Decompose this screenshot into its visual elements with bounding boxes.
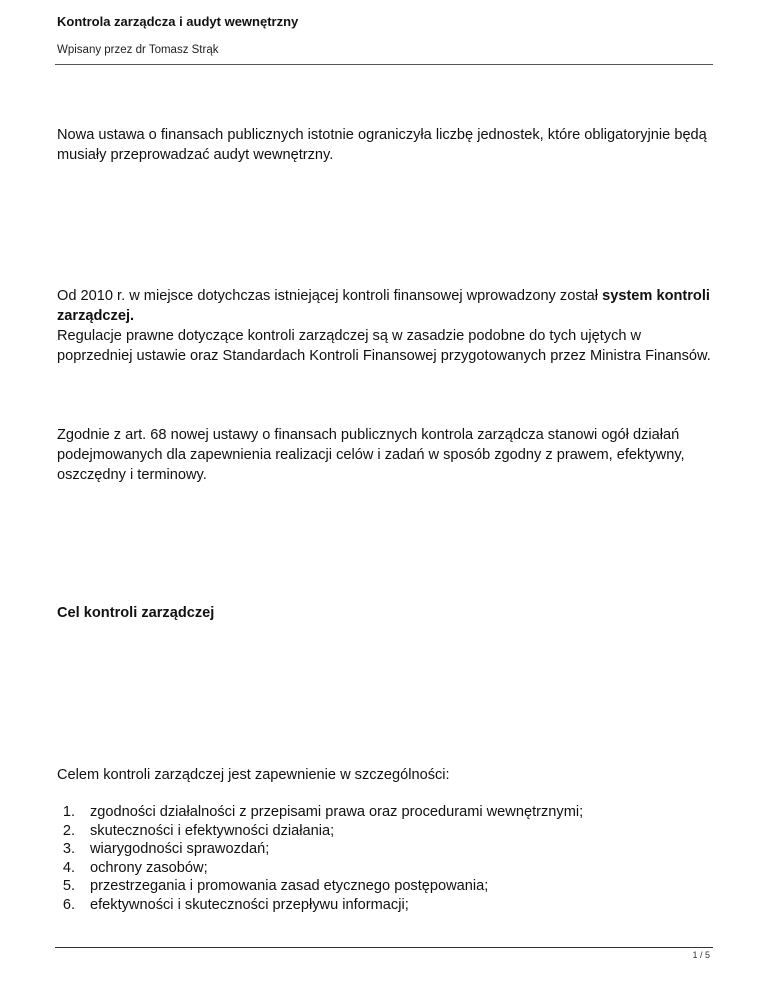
list-item-text: skuteczności i efektywności działania; (90, 822, 335, 839)
list-item-number: 4. (62, 859, 75, 876)
page-number: 1 / 5 (692, 950, 710, 960)
list-item-number: 6. (62, 896, 75, 913)
list-item (57, 803, 583, 822)
paragraph-goals-intro: Celem kontroli zarządczej jest zapewnienie w szczególności: (57, 767, 450, 783)
list-item (57, 840, 583, 859)
list-item (57, 859, 583, 878)
author-line: Wpisany przez dr Tomasz Strąk (57, 44, 219, 56)
list-item-number: 5. (62, 878, 75, 894)
paragraph-system-prefix: Od 2010 r. w miejsce dotychczas istniejącej kontroli finansowej wprowadzony został (57, 288, 603, 304)
header-divider (55, 64, 713, 65)
paragraph-intro: Nowa ustawa o finansach publicznych istotnie ograniczyła liczbę jednostek, które obligatoryjnie będą musiały przeprowadzać audyt wewnętrzny. (57, 127, 707, 163)
list-item (57, 822, 583, 841)
list-item-text: efektywności i skuteczności przepływu informacji; (90, 896, 409, 913)
list-item-number: 1. (62, 804, 75, 820)
paragraph-article-68: Zgodnie z art. 68 nowej ustawy o finansach publicznych kontrola zarządcza stanowi ogół działań podejmowanych dla zapewnienia realizacji celów i zadań w sposób zgodny z prawem, efektywny, oszczędny i terminowy. (57, 427, 685, 483)
footer-divider (55, 947, 713, 948)
list-item-text: zgodności działalności z przepisami prawa oraz procedurami wewnętrznymi; (90, 804, 584, 820)
list-item (57, 896, 583, 915)
section-heading: Cel kontroli zarządczej (57, 605, 215, 621)
paragraph-system-rest: Regulacje prawne dotyczące kontroli zarządczej są w zasadzie podobne do tych ujętych w poprzedniej ustawie oraz Standardach Kontroli Finansowej przygotowanych przez Ministra Finansów. (57, 328, 711, 364)
document-title: Kontrola zarządcza i audyt wewnętrzny (57, 14, 299, 29)
paragraph-system (57, 286, 717, 366)
list-item-text: wiarygodności sprawozdań; (90, 841, 270, 857)
list-item (57, 877, 583, 896)
list-item-text: ochrony zasobów; (90, 859, 208, 876)
paragraph-system-bold: system kontroli zarządczej. (57, 288, 710, 324)
list-item-text: przestrzegania i promowania zasad etycznego postępowania; (90, 878, 489, 894)
list-item-number: 3. (62, 841, 75, 857)
list-item-number: 2. (62, 822, 75, 839)
goals-list (57, 803, 583, 914)
